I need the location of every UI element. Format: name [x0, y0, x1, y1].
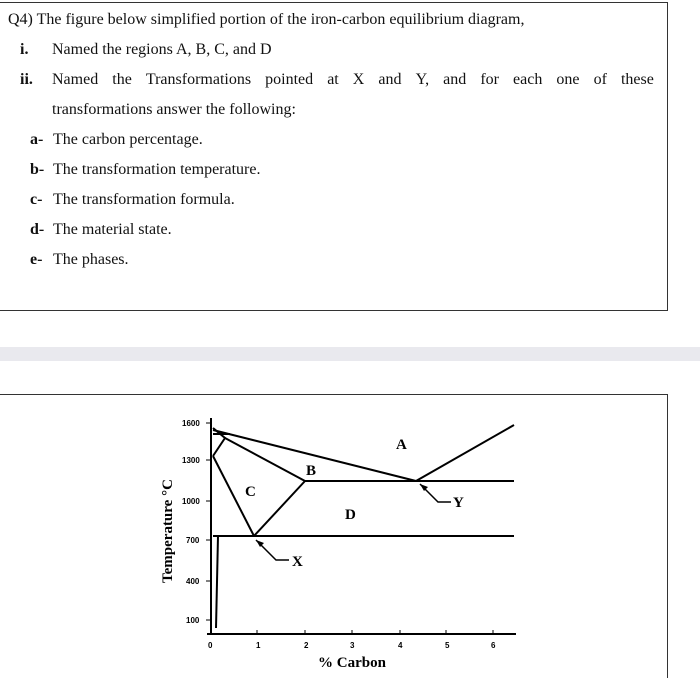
sub-item-marker: c-	[30, 191, 43, 208]
item-ii-word: the	[112, 71, 132, 88]
sub-item-text: The transformation temperature.	[53, 161, 261, 178]
x-axis-label: % Carbon	[318, 655, 386, 671]
sub-item-marker: e-	[30, 251, 43, 268]
item-ii-word: these	[620, 71, 654, 88]
x-tick-5: 5	[445, 641, 450, 650]
ferrite-solvus	[216, 536, 218, 628]
sub-item-text: The transformation formula.	[53, 191, 235, 208]
x-tick-1: 1	[256, 641, 261, 650]
item-ii-continuation: transformations answer the following:	[52, 101, 296, 118]
y-tick-1600: 1600	[182, 419, 200, 428]
item-i-text: Named the regions A, B, C, and D	[52, 41, 272, 58]
item-ii-word: for	[480, 71, 499, 88]
x-tick-2: 2	[304, 641, 309, 650]
item-ii-word: of	[593, 71, 607, 88]
sub-item-marker: d-	[30, 221, 45, 238]
question-title-text: Q4) The figure below simplified portion of the iron-carbon equilibrium diagram,	[8, 11, 525, 28]
pointer-y	[420, 484, 451, 502]
y-tick-1300: 1300	[182, 456, 200, 465]
solidus	[225, 438, 305, 481]
sub-item-text: The phases.	[53, 251, 129, 268]
sub-item-marker: b-	[30, 161, 45, 178]
region-c-label: C	[245, 484, 256, 500]
phase-lines	[213, 425, 514, 628]
item-ii-marker: ii.	[20, 71, 33, 88]
region-d-label: D	[345, 507, 356, 523]
item-ii-word: at	[327, 71, 339, 88]
x-tick-6: 6	[491, 641, 496, 650]
sub-item-text: The material state.	[53, 221, 172, 238]
region-a-label: A	[396, 437, 407, 453]
label-y: Y	[453, 495, 464, 511]
y-tick-1000: 1000	[182, 497, 200, 506]
item-ii-word: Named	[52, 71, 99, 88]
item-ii-word: one	[556, 71, 580, 88]
pointer-x	[256, 540, 289, 560]
item-i-marker: i.	[20, 41, 29, 58]
y-tick-400: 400	[186, 577, 200, 586]
y-tick-100: 100	[186, 616, 200, 625]
x-tick-4: 4	[398, 641, 403, 650]
region-b-label: B	[306, 463, 317, 479]
label-x: X	[292, 554, 303, 570]
liquidus-right	[416, 425, 514, 481]
y-tick-700: 700	[186, 536, 200, 545]
y-axis-label: Temperature °C	[160, 479, 176, 583]
sub-item-marker: a-	[30, 131, 44, 148]
item-ii-word: X	[352, 71, 365, 88]
sub-item-text: The carbon percentage.	[53, 131, 203, 148]
item-ii-word: and	[443, 71, 467, 88]
item-ii-word: pointed	[265, 71, 314, 88]
acm-line	[254, 481, 305, 536]
item-ii-word: Transformations	[145, 71, 252, 88]
x-tick-0: 0	[208, 641, 213, 650]
item-ii-word: each	[513, 71, 543, 88]
item-ii-word: and	[378, 71, 402, 88]
x-tick-3: 3	[350, 641, 355, 650]
item-ii-word: Y,	[415, 71, 430, 88]
